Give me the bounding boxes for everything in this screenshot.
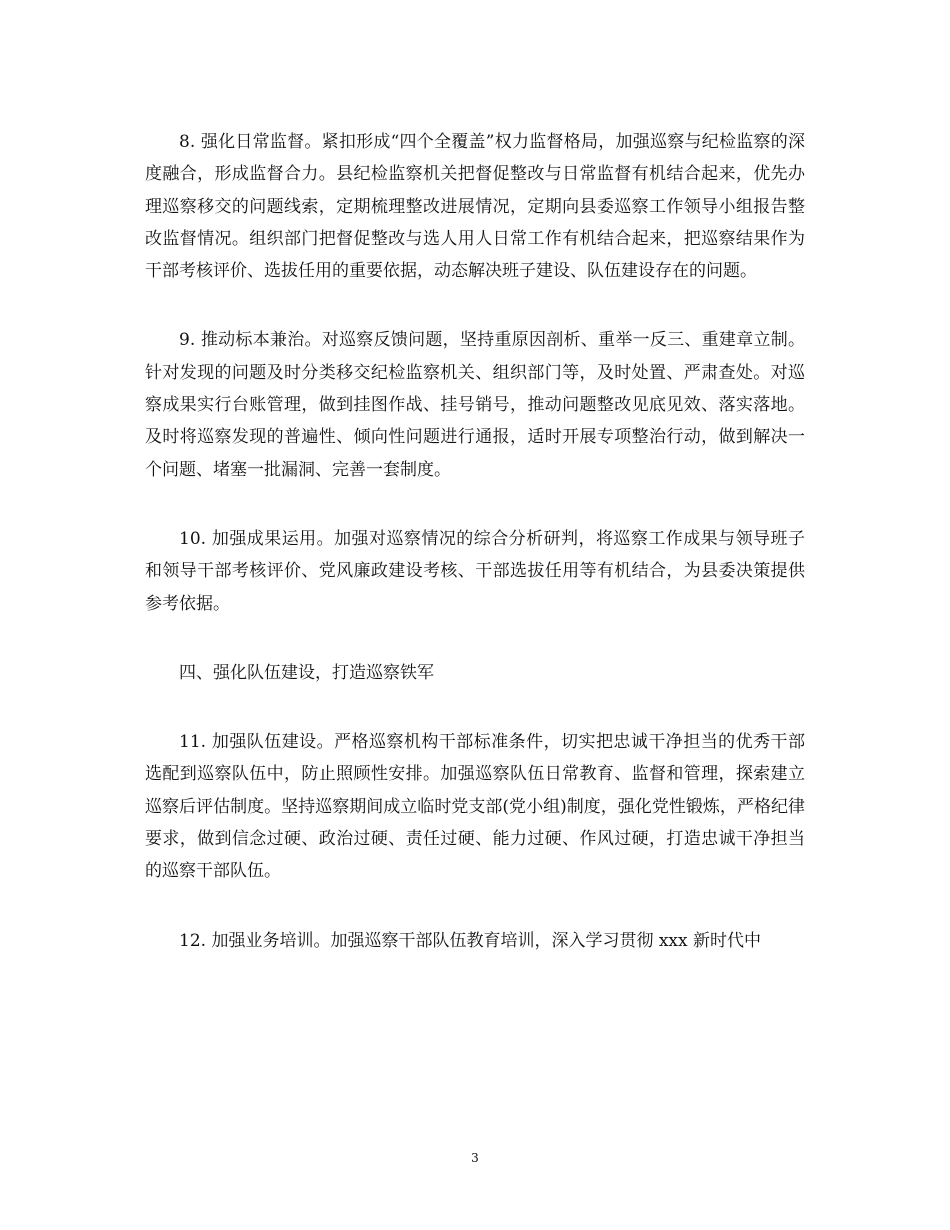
paragraph-12-training: 12. 加强业务培训。加强巡察干部队伍教育培训，深入学习贯彻 xxx 新时代中 [179, 930, 762, 951]
page-number: 3 [471, 1151, 479, 1165]
paragraph-11-team-building: 11. 加强队伍建设。严格巡察机构干部标准条件，切实把忠诚干净担当的优秀干部选配到巡察队伍中，防止照顾性安排。加强巡察队伍日常教育、监督和管理，探索建立巡察后评估制度。坚持巡察期间成立临时党支部(党小组)制度，强化党性锻炼，严格纪律要求，做到信念过硬、政治过硬、责任过硬、能力过硬、作风过硬，打造忠诚干净担当的巡察干部队伍。 [145, 732, 805, 882]
paragraph-9-root-causes: 9. 推动标本兼治。对巡察反馈问题，坚持重原因剖析、重举一反三、重建章立制。针对发现的问题及时分类移交纪检监察机关、组织部门等，及时处置、严肃查处。对巡察成果实行台账管理，做到挂图作战、挂号销号，推动问题整改见底见效、落实落地。及时将巡察发现的普遍性、倾向性问题进行通报，适时开展专项整治行动，做到解决一个问题、堵塞一批漏洞、完善一套制度。 [145, 330, 805, 480]
document-body [145, 126, 805, 957]
paragraph-8-daily-supervision: 8. 强化日常监督。紧扣形成“四个全覆盖”权力监督格局，加强巡察与纪检监察的深度融合，形成监督合力。县纪检监察机关把督促整改与日常监督有机结合起来，优先办理巡察移交的问题线索，定期梳理整改进展情况，定期向县委巡察工作领导小组报告整改监督情况。组织部门把督促整改与选人用人日常工作有机结合起来，把巡察结果作为干部考核评价、选拔任用的重要依据，动态解决班子建设、队伍建设存在的问题。 [145, 132, 805, 282]
section-heading-4: 四、强化队伍建设，打造巡察铁军 [179, 662, 434, 683]
paragraph-10-results-usage: 10. 加强成果运用。加强对巡察情况的综合分析研判，将巡察工作成果与领导班子和领导干部考核评价、党风廉政建设考核、干部选拔任用等有机结合，为县委决策提供参考依据。 [145, 528, 805, 614]
